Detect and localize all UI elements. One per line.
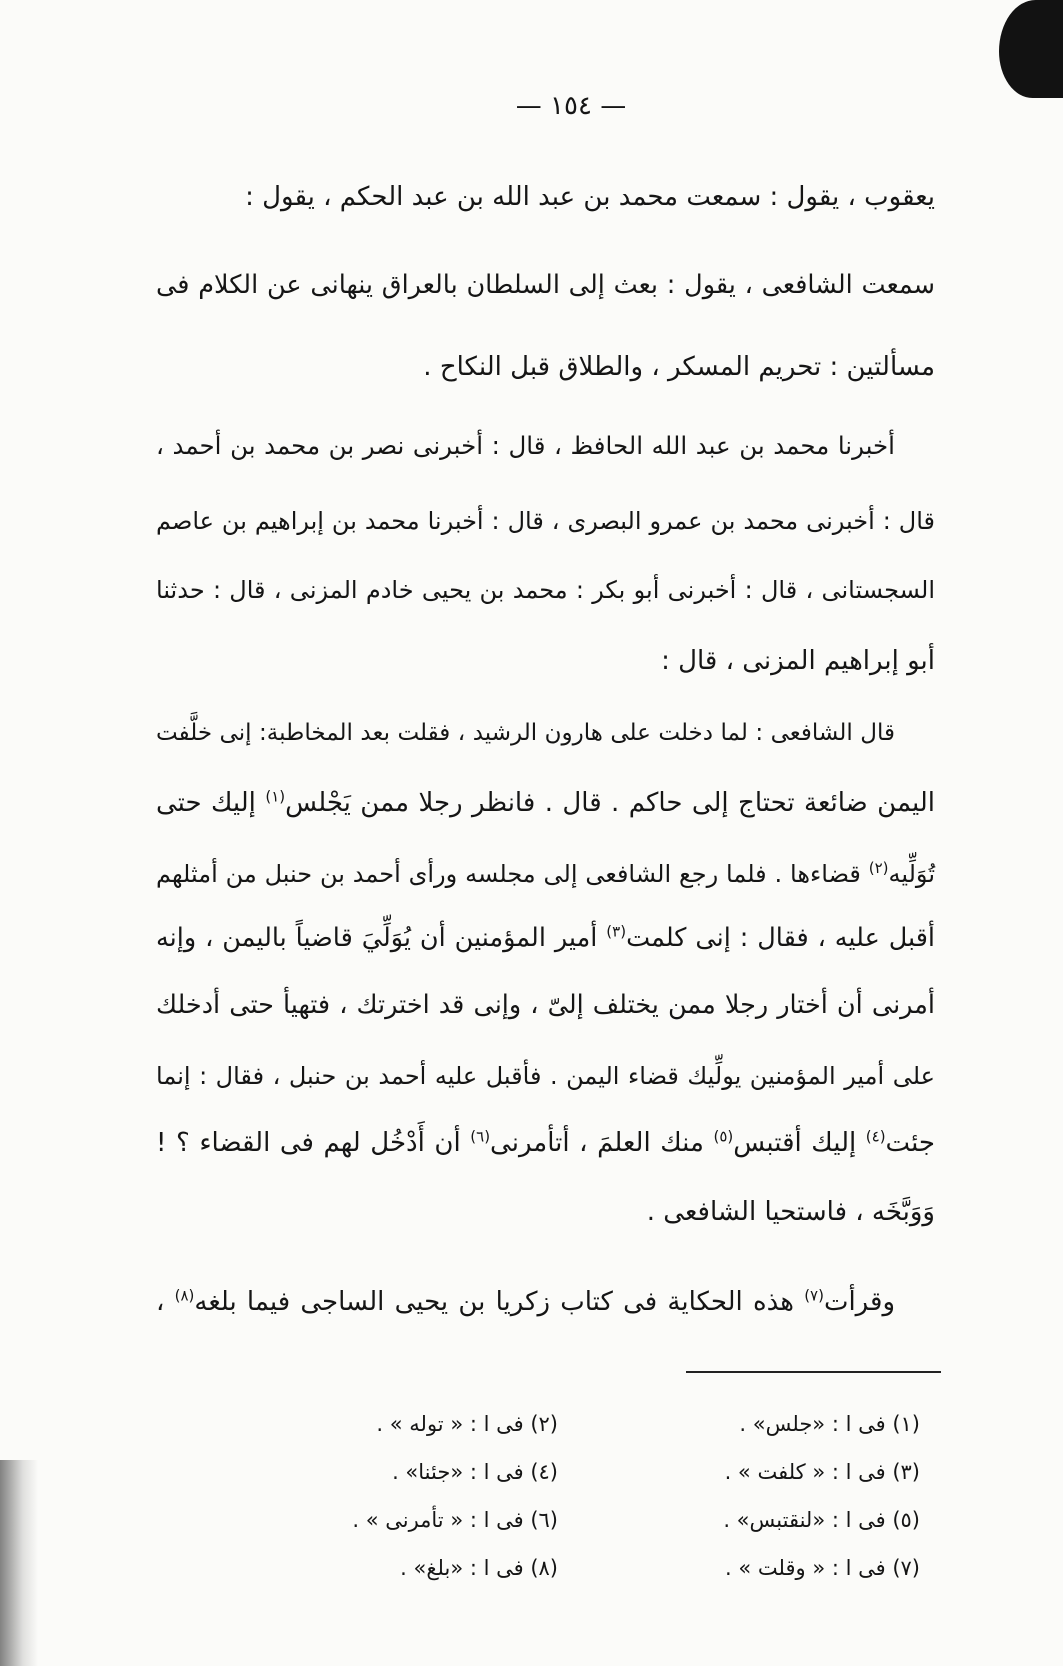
text-segment: أبو إبراهيم المزنى ، قال : — [661, 646, 935, 676]
text-segment: ، — [156, 1287, 175, 1317]
text-line-9 — [156, 783, 935, 823]
footnote-marker-8: (٨) — [174, 1286, 195, 1305]
text-line-1 — [156, 177, 935, 217]
text-segment: قال : أخبرنى محمد بن عمرو البصرى ، قال : أخبرنا محمد بن إبراهيم بن عاصم — [156, 507, 935, 535]
footnote-marker-2: (٢) — [868, 859, 889, 877]
text-segment: أمير المؤمنين أن يُوَلِّيَ قاضياً باليمن ، وإنه — [156, 923, 607, 953]
text-segment: يعقوب ، يقول : سمعت محمد بن عبد الله بن عبد الحكم ، يقول : — [245, 182, 935, 212]
text-line-7 — [156, 641, 935, 681]
text-line-16 — [156, 1282, 895, 1322]
footnote-marker-6: (٦) — [470, 1127, 491, 1146]
text-segment: قضاءها . فلما رجع الشافعى إلى مجلسه ورأى أحمد بن حنبل من أمثلهم — [156, 860, 869, 888]
text-segment: هذه الحكاية فى كتاب زكريا بن يحيى الساجى فيما بلغه — [194, 1287, 805, 1317]
scan-edge-shadow — [0, 1460, 38, 1666]
footnote-marker-3: (٣) — [606, 922, 627, 941]
text-line-5 — [156, 501, 935, 541]
text-line-13 — [156, 1056, 935, 1096]
scan-shadow-blob — [999, 0, 1063, 98]
footnote-marker-1: (١) — [265, 787, 286, 806]
text-segment: أقبل عليه ، فقال : إنى كلمت — [626, 923, 935, 953]
text-segment: السجستانى ، قال : أخبرنى أبو بكر : محمد بن يحيى خادم المزنى ، قال : حدثنا — [156, 576, 935, 604]
text-line-11 — [156, 918, 935, 958]
footnote-marker-4: (٤) — [865, 1127, 886, 1146]
footnote-marker-7: (٧) — [804, 1286, 824, 1305]
page-number: — ١٥٤ — — [515, 91, 627, 121]
text-line-4 — [156, 426, 895, 466]
text-segment: أن أَدْخُل لهم فى القضاء ؟ ! — [156, 1128, 471, 1158]
text-segment: أخبرنا محمد بن عبد الله الحافظ ، قال : أخبرنى نصر بن محمد بن أحمد ، — [156, 431, 895, 460]
text-line-3 — [156, 347, 935, 387]
text-segment: اليمن ضائعة تحتاج إلى حاكم . قال . فانظر رجلا ممن يَجْلس — [285, 788, 935, 818]
footnote-2: (٢) فى ا : « توله » . — [376, 1412, 558, 1436]
text-segment: إليك أقتبس — [733, 1128, 866, 1158]
text-line-6 — [156, 570, 935, 610]
text-line-15 — [156, 1192, 935, 1232]
text-segment: مسألتين : تحريم المسكر ، والطلاق قبل النكاح . — [423, 352, 935, 382]
text-segment: على أمير المؤمنين يولِّيك قضاء اليمن . فأقبل عليه أحمد بن حنبل ، فقال : إنما — [156, 1062, 935, 1090]
text-segment: جئت — [885, 1128, 935, 1158]
text-segment: منك العلمَ ، أتأمرنى — [490, 1128, 714, 1158]
text-segment: إليك حتى — [156, 788, 266, 818]
footnote-8: (٨) فى ا : «بلغ» . — [400, 1556, 558, 1580]
text-segment: أمرنى أن أختار رجلا ممن يختلف إلىّ ، وإنى قد اخترتك ، فتهيأ حتى أدخلك — [156, 990, 935, 1020]
footnote-5: (٥) فى ا : «لنقتبس» . — [723, 1508, 920, 1532]
footnote-4: (٤) فى ا : «جئنا» . — [392, 1460, 558, 1484]
footnote-7: (٧) فى ا : « وقلت » . — [725, 1556, 920, 1580]
text-segment: وقرأت — [823, 1287, 895, 1317]
text-segment: وَوَبَّخَه ، فاستحيا الشافعى . — [646, 1197, 935, 1227]
text-line-14 — [156, 1123, 935, 1163]
text-line-12 — [156, 985, 935, 1025]
footnote-divider — [686, 1371, 941, 1373]
text-line-8 — [156, 713, 895, 753]
text-line-2 — [156, 265, 935, 305]
footnote-marker-5: (٥) — [713, 1127, 734, 1146]
text-segment: سمعت الشافعى ، يقول : بعث إلى السلطان بالعراق ينهانى عن الكلام فى — [156, 270, 935, 300]
text-segment: تُوَلِّيه — [888, 860, 935, 888]
footnote-6: (٦) فى ا : « تأمرنى » . — [352, 1508, 558, 1532]
footnote-3: (٣) فى ا : « كلفت » . — [724, 1460, 920, 1484]
text-line-10 — [156, 854, 935, 894]
footnote-1: (١) فى ا : «جلس» . — [739, 1412, 920, 1436]
text-segment: قال الشافعى : لما دخلت على هارون الرشيد ، فقلت بعد المخاطبة: إنى خلَّفت — [156, 720, 895, 746]
